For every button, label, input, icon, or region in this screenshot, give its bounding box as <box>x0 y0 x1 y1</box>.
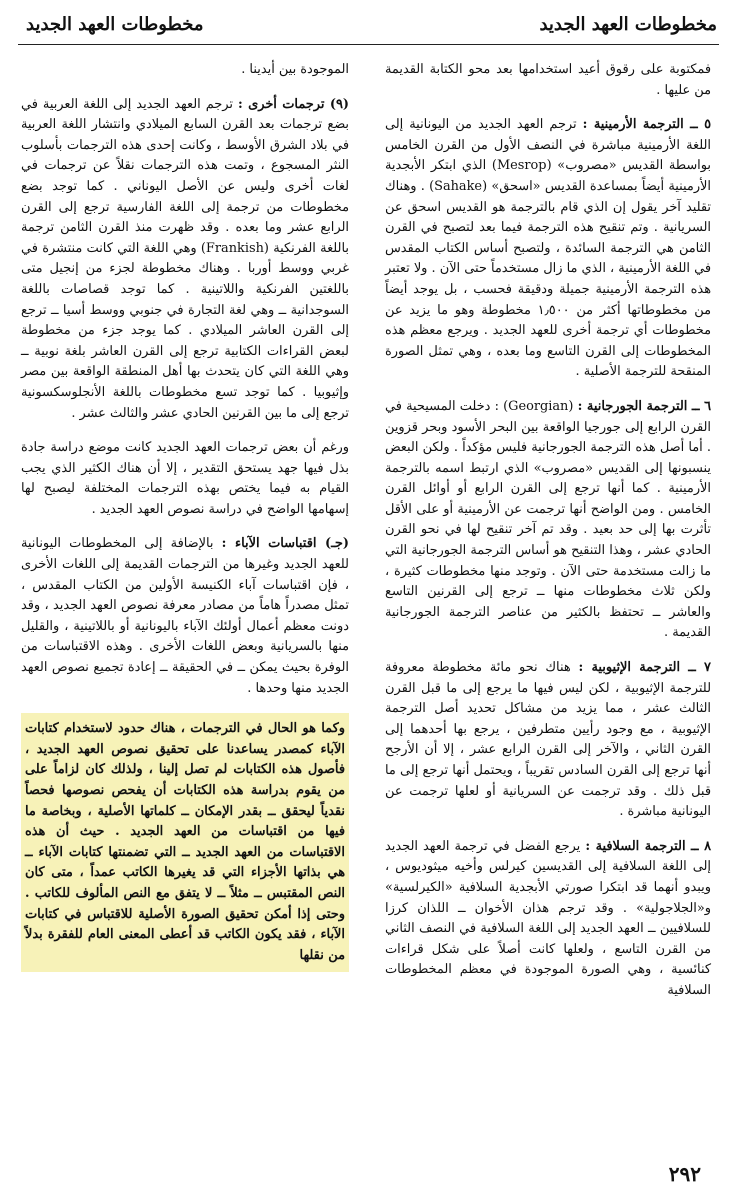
page-number: ٢٩٢ <box>668 1162 701 1186</box>
section-ethiopic <box>385 658 711 823</box>
section-body: ترجم العهد الجديد من اليونانية إلى اللغة الأرمينية مباشرة في النصف الأول من القرن الخامس بواسطة القديس «مصروب» (Mesrop) الذي ابتكر الأبجدية الأرمينية أيضاً بمساعدة القديس «اسحق» (Sahake) . وهناك تقليد آخر يقول إن الذي قام بالترجمة هو القديس اسحق عن السريانية . وتم تنقيح هذه الترجمة فيما بعد لتصبح في القرن الثامن هي الترجمة السائدة ، ولتصبح أساس الكتاب المقدس في اللغة الأرمينية ، الذي ما زال مستخدماً حتى الآن . ولا تعتبر هذه الترجمة الأرمينية جميلة ودقيقة فحسب ، بل يوجد أيضاً من مخطوطاتها أكثر من ١٫٥٠٠ مخطوطة وهو ما يزيد عن مخطوطات أي ترجمة أخرى للعهد الجديد . ويرجع معظم هذه المخطوطات إلى القرن التاسع وما بعده ، وهي تمثل الصورة المنقحة للترجمة الأصلية . <box>385 117 711 380</box>
section-heading: ٦ ــ الترجمة الجورجانية : <box>577 398 711 414</box>
paragraph: الموجودة بين أيدينا . <box>241 62 349 77</box>
highlighted-paragraph: وكما هو الحال في الترجمات ، هناك حدود لاستخدام كتابات الآباء كمصدر يساعدنا على تحقيق نصوص العهد الجديد ، فأصول هذه الكتابات لم تصل إلينا ، ولذلك كان لزاماً على من يقوم بدراسة هذه الكتابات أن يفحص نصوصها فحصاً نقدياً ليحقق ــ بقدر الإمكان ــ كلماتها الأصلية ، وبخاصة ما فيها من اقتباسات من العهد الجديد . حيث أن هذه الاقتباسات من العهد الجديد ــ التي تضمنتها كتابات الآباء ــ هي بذاتها الأجزاء التي قد يغيرها الكاتب عمداً ، متى كان النص المقتبس ــ مثلاً ــ لا يتفق مع النص المألوف للكاتب . وحتى إذا أمكن تحقيق الصورة الأصلية للاقتباس في كتابات الآباء ، فقد يكون الكاتب قد أعطى المعنى العام للفقرة بدلاً من نقلها <box>21 713 349 972</box>
header-rule <box>18 44 719 45</box>
section-armenian <box>385 115 711 383</box>
paragraph: ورغم أن بعض ترجمات العهد الجديد كانت موضع دراسة جادة بذل فيها جهد يستحق التقدير ، إلا أن هناك الكثير الذي يجب القيام به فيما يختص بهذه الترجمات المختلفة ليصبح لها إسهامها الواضح في دراسة نصوص العهد الجديد . <box>21 440 349 517</box>
section-other-versions <box>21 95 349 425</box>
paragraph: فمكتوبة على رقوق أعيد استخدامها بعد محو الكتابة القديمة من عليها . <box>385 62 711 98</box>
section-patristic-quotations <box>21 534 349 699</box>
section-heading: (٩) ترجمات أخرى : <box>237 96 349 112</box>
section-heading: (جـ) اقتباسات الآباء : <box>221 536 349 552</box>
section-body: (Georgian) : دخلت المسيحية في القرن الرابع إلى جورجيا الواقعة بين البحر الأسود وبحر قزوين . أما أصل هذه الترجمة الجورجانية فليس مؤكداً . ولكن البعض ينسبونها إلى القديس «مصروب» الذي ارتبط اسمه بالترجمة الأرمينية . كما أنها ترجع إلى القرن الرابع أو أوائل القرن الخامس . ومن الواضح أنها ترجمت عن الأرمينية أو على الأقل تأثرت بها إلى حد بعيد . وقد تم آخر تنقيح لها في نحو القرن الحادي عشر ، وهذا التنقيح هو أساس الترجمة الجورجانية التي ما زالت مستخدمة حتى الآن . وتوجد منها مخطوطات كثيرة ، ولكن ثلاث مخطوطات منها ــ ترجع إلى القرنين التاسع والعاشر ــ تحتفظ بالكثير من عناصر الترجمة الجورجانية القديمة . <box>385 398 711 641</box>
running-head-right: مخطوطات العهد الجديد <box>539 14 717 35</box>
running-head-left: مخطوطات العهد الجديد <box>26 14 204 35</box>
section-heading: ٥ ــ الترجمة الأرمينية : <box>582 117 711 133</box>
section-body: ترجم العهد الجديد إلى اللغة العربية في بضع ترجمات بعد القرن السابع الميلادي وانتشار اللغة العربية في بلاد الشرق الأوسط ، وكانت إحدى هذه الترجمات بأسلوب النثر المسجوع ، وتمت هذه الترجمات نقلاً عن ترجمات في لغات أخرى وليس عن الأصل اليوناني . كما توجد بضع مخطوطات من ترجمة إلى اللغة الفارسية ترجع إلى القرن الرابع عشر وما بعده . وقد ظهرت منذ القرن الثامن ترجمة باللغة الفرنكية (Frankish) وهي اللغة التي كانت منتشرة في غربي ووسط أوربا . وهناك مخطوطة لجزء من إنجيل متى باللغتين الفرنكية واللاتينية . كما توجد قصاصات باللغة السوجدانية ــ وهي لغة التجارة في جنوبي ووسط أسيا ــ ترجع إلى القرن العاشر الميلادي . كما يوجد جزء من مخطوطة لبعض القراءات الكتابية ترجع إلى القرن العاشر بلغة نوبية ــ وهي اللغة التي كان يتحدث بها أهل المنطقة الواقعة بين مصر وإثيوبيا . كما توجد تسع مخطوطات باللغة الأنجلوسكسونية ترجع إلى ما بين القرنين الحادي عشر والثالث عشر . <box>21 96 349 421</box>
section-slavonic <box>385 837 711 1002</box>
right-column <box>385 60 711 1016</box>
section-heading: ٧ ــ الترجمة الإثيوبية : <box>578 660 711 676</box>
section-body: هناك نحو مائة مخطوطة معروفة للترجمة الإثيوبية ، لكن ليس فيها ما يرجع إلى ما قبل القرن الثالث عشر ، مما يزيد من مشاكل تحديد أصل الترجمة الإثيوبية ، مع وجود رأيين متطرفين ، يرجع بها أحدهما إلى القرن الثاني ، والآخر إلى القرن الرابع عشر ، إلا أن الأرجح أنها ترجع إلى القرن السادس تقريباً ، ويحتمل أنها ترجع إلى ما قبل ذلك . وقد ترجمت عن السريانية أو لعلها ترجمت عن اليونانية مباشرة . <box>385 660 711 820</box>
section-body: بالإضافة إلى المخطوطات اليونانية للعهد الجديد وغيرها من الترجمات القديمة إلى اللغات الأخرى ، فإن اقتباسات آباء الكنيسة الأولين من الكتاب المقدس ، تمثل مصدراً هاماً من مصادر معرفة نصوص العهد الجديد ، وقد دونت معظم أعمال أولئك الآباء باليونانية أو باللاتينية ، والقليل منها بالسريانية وبعض اللغات الأخرى . وهذه الاقتباسات من الوفرة بحيث يمكن ــ في الحقيقة ــ إعادة تجميع نصوص العهد الجديد منها وحدها . <box>21 536 349 696</box>
left-column <box>21 60 349 986</box>
section-heading: ٨ ــ الترجمة السلافية : <box>585 838 711 854</box>
section-body: يرجع الفضل في ترجمة العهد الجديد إلى اللغة السلافية إلى القديسين كيرلس وأخيه ميثوديوس ، ويبدو أنهما قد ابتكرا صورتي الأبجدية السلافية «الكيرلسية» و«الجلاجولية» . وقد ترجم هذان الأخوان ــ اللذان كرزا للسلافيين ــ العهد الجديد إلى اللغة السلافية في النصف الثاني من القرن التاسع ، ولعلها كانت أصلاً على شكل قراءات كنائسية ، وهي الصورة الموجودة في معظم المخطوطات السلافية <box>385 838 711 998</box>
section-georgian <box>385 397 711 644</box>
